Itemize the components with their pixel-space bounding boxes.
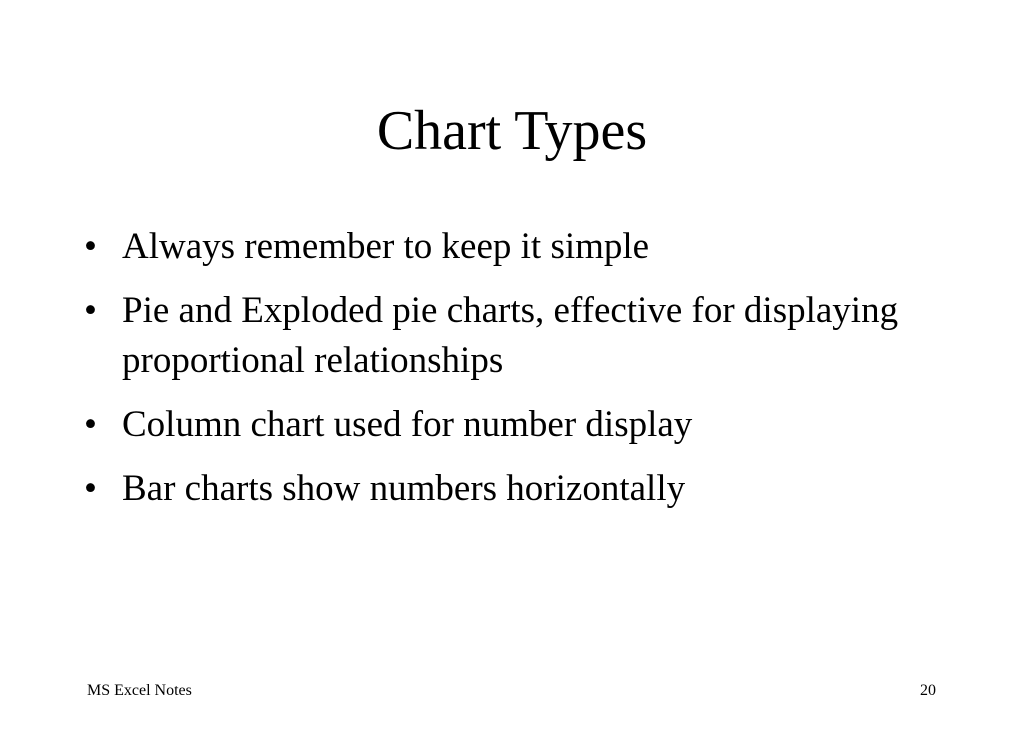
bullet-item <box>84 464 904 514</box>
bullet-icon: • <box>84 468 97 509</box>
bullet-item <box>84 222 904 272</box>
bullet-text: Pie and Exploded pie charts, effective for displaying proportional relationships <box>122 290 899 381</box>
bullet-icon: • <box>84 226 97 267</box>
page-number: 20 <box>920 682 936 699</box>
bullet-icon: • <box>84 404 97 445</box>
bullet-icon: • <box>84 290 97 331</box>
bullet-item <box>84 286 904 386</box>
bullet-item <box>84 400 904 450</box>
bullet-text: Always remember to keep it simple <box>122 226 650 267</box>
bullet-text: Bar charts show numbers horizontally <box>122 468 686 509</box>
footer-title: MS Excel Notes <box>87 682 192 699</box>
bullet-text: Column chart used for number display <box>122 404 693 445</box>
slide-title: Chart Types <box>376 100 648 162</box>
bullet-list <box>84 222 904 528</box>
